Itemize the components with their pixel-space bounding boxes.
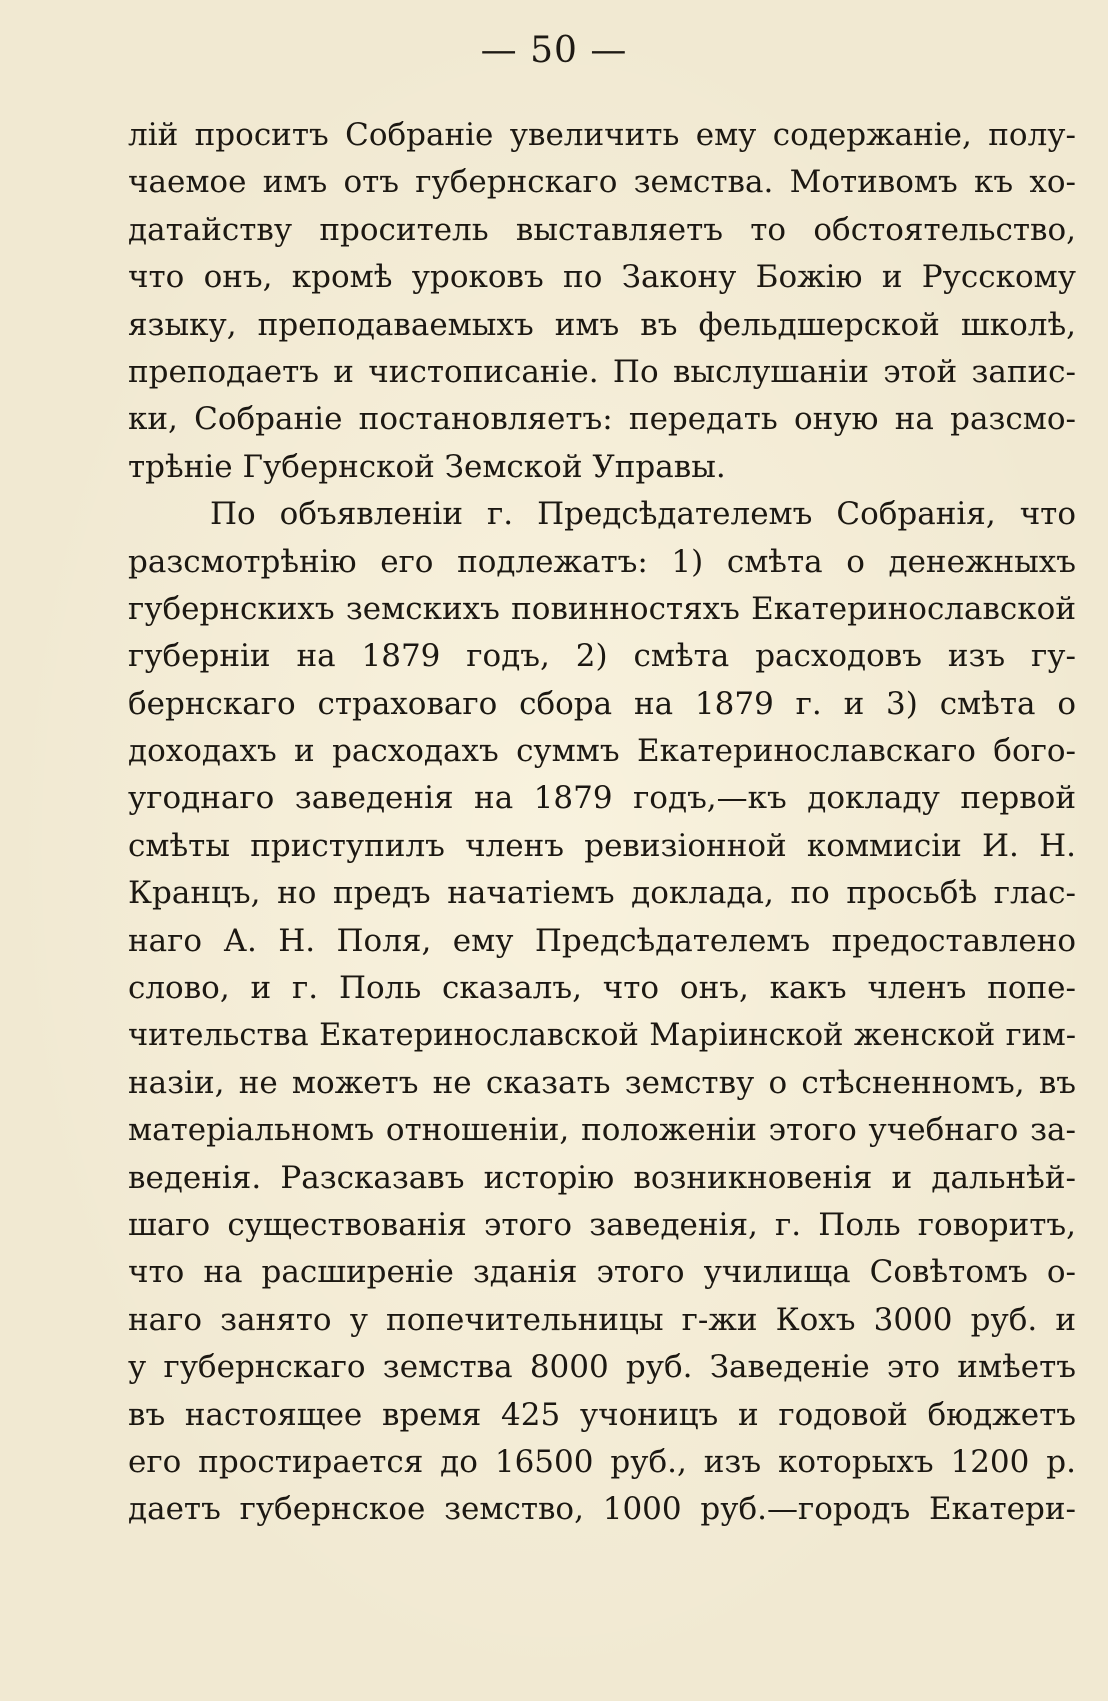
text-line: даетъ губернское земство, 1000 руб.—городъ Екатери- <box>128 1491 1076 1528</box>
text-line: Кранцъ, но предъ начатіемъ доклада, по просьбѣ глас- <box>128 875 1076 912</box>
text-line: въ настоящее время 425 учоницъ и годовой бюджетъ <box>128 1396 1076 1433</box>
text-line: что на расширеніе зданія этого училища Совѣтомъ о- <box>128 1254 1076 1291</box>
text-line: назіи, не можетъ не сказать земству о стѣсненномъ, въ <box>128 1064 1076 1101</box>
text-line: По объявленіи г. Предсѣдателемъ Собранія, что <box>210 496 1076 533</box>
text-line: смѣты приступилъ членъ ревизіонной коммисіи И. Н. <box>128 827 1076 864</box>
text-line: шаго существованія этого заведенія, г. Поль говоритъ, <box>128 1206 1076 1243</box>
text-line: ки, Собраніе постановляетъ: передать оную на разсмо- <box>128 401 1076 438</box>
text-line: датайству проситель выставляетъ то обстоятельство, <box>128 211 1076 248</box>
text-line: у губернскаго земства 8000 руб. Заведеніе это имѣетъ <box>128 1349 1076 1386</box>
text-line: наго занято у попечительницы г-жи Кохъ 3000 руб. и <box>128 1301 1076 1338</box>
text-line: разсмотрѣнію его подлежатъ: 1) смѣта о денежныхъ <box>128 543 1076 580</box>
text-line: губернскихъ земскихъ повинностяхъ Екатеринославской <box>128 590 1076 627</box>
text-line: губерніи на 1879 годъ, 2) смѣта расходовъ изъ гу- <box>128 638 1076 675</box>
text-line: матеріальномъ отношеніи, положеніи этого учебнаго за- <box>128 1112 1076 1149</box>
text-line: наго А. Н. Поля, ему Предсѣдателемъ предоставлено <box>128 922 1076 959</box>
text-line: чительства Екатеринославской Маріинской женской гим- <box>128 1018 1076 1054</box>
text-line: угоднаго заведенія на 1879 годъ,—къ докладу первой <box>128 780 1076 817</box>
text-line: его простирается до 16500 руб., изъ которыхъ 1200 р. <box>128 1443 1076 1480</box>
text-line: что онъ, кромѣ уроковъ по Закону Божію и Русскому <box>128 259 1076 296</box>
text-line: веденія. Разсказавъ исторію возникновенія и дальнѣй- <box>128 1159 1076 1196</box>
text-line: бернскаго страховаго сбора на 1879 г. и 3) смѣта о <box>128 685 1076 722</box>
body-text <box>128 112 1076 1534</box>
text-line: слово, и г. Поль сказалъ, что онъ, какъ членъ попе- <box>128 970 1076 1007</box>
text-line: лій проситъ Собраніе увеличить ему содержаніе, полу- <box>128 117 1076 153</box>
text-line: доходахъ и расходахъ суммъ Екатеринославскаго бого- <box>128 733 1076 770</box>
page-number: — 50 — <box>480 30 628 71</box>
text-line: языку, преподаваемыхъ имъ въ фельдшерской школѣ, <box>128 306 1076 343</box>
text-line: преподаетъ и чистописаніе. По выслушаніи этой запис- <box>128 353 1076 390</box>
text-line: трѣніе Губернской Земской Управы. <box>128 448 726 485</box>
text-line: чаемое имъ отъ губернскаго земства. Мотивомъ къ хо- <box>128 164 1076 201</box>
